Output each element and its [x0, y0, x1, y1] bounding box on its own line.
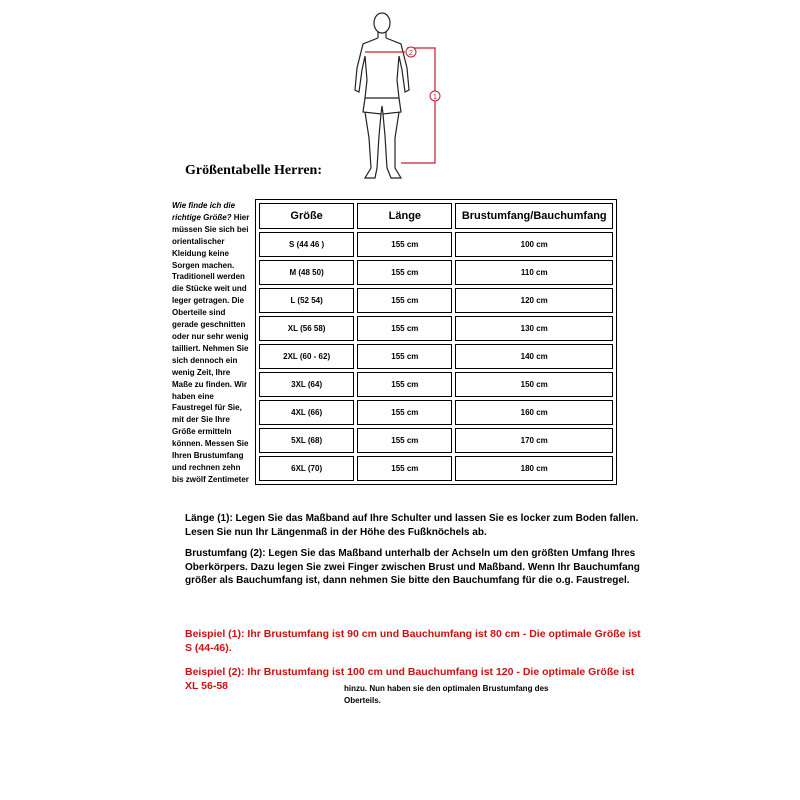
example-2: Beispiel (2): Ihr Brustumfang ist 100 cm und Bauchumfang ist 120 - Die optimale Größe ist XL 56-58	[185, 666, 635, 692]
cell-length: 155 cm	[357, 232, 452, 257]
cell-length: 155 cm	[357, 344, 452, 369]
table-row	[259, 344, 613, 369]
sidebar-body: Hier müssen Sie sich bei orientalischer Kleidung keine Sorgen machen. Traditionell werden die Stücke weit und leger getragen. Die Oberteile sind gerade geschnitten oder nur sehr wenig tailliert. Nehmen Sie sich dennoch ein wenig Zeit, Ihre Maße zu finden. Wir haben eine Faustregel für Sie, mit der Sie Ihre Größe ermitteln können. Messen Sie Ihren Brustumfang und rechnen zehn bis zwölf Zentimeter	[172, 212, 250, 484]
cell-size: 2XL (60 - 62)	[259, 344, 354, 369]
table-row	[259, 428, 613, 453]
laenge-paragraph: Länge (1): Legen Sie das Maßband auf Ihre Schulter und lassen Sie es locker zum Boden fallen. Lesen Sie nun Ihr Längenmaß in der Höhe des Fußknöchels ab.	[185, 513, 639, 538]
cell-size: 6XL (70)	[259, 456, 354, 481]
cell-size: M (48 50)	[259, 260, 354, 285]
cell-size: XL (56 58)	[259, 316, 354, 341]
cell-length: 155 cm	[357, 288, 452, 313]
cell-chest: 140 cm	[455, 344, 613, 369]
size-table	[255, 199, 617, 485]
cell-chest: 160 cm	[455, 400, 613, 425]
cell-length: 155 cm	[357, 400, 452, 425]
table-row	[259, 372, 613, 397]
page-title: Größentabelle Herren:	[185, 163, 322, 178]
brustumfang-paragraph: Brustumfang (2): Legen Sie das Maßband unterhalb der Achseln um den größten Umfang Ihres Oberkörpers. Dazu legen Sie zwei Finger zwischen Brust und Maßband. Wenn Ihr Bauchumfang größer als Bauchumfang ist, dann nehmen Sie bitte den Bauchumfang für die o.g. Faustregel.	[185, 548, 640, 586]
table-header-row	[259, 203, 613, 229]
cell-length: 155 cm	[357, 428, 452, 453]
cell-chest: 100 cm	[455, 232, 613, 257]
example-1: Beispiel (1): Ihr Brustumfang ist 90 cm und Bauchumfang ist 80 cm - Die optimale Größe ist S (44-46).	[185, 628, 641, 654]
marker-1-label: 1	[433, 94, 437, 101]
header-laenge: Länge	[357, 203, 452, 229]
table-row	[259, 232, 613, 257]
cell-chest: 170 cm	[455, 428, 613, 453]
header-brustumfang: Brustumfang/Bauchumfang	[455, 203, 613, 229]
cell-length: 155 cm	[357, 372, 452, 397]
cell-chest: 180 cm	[455, 456, 613, 481]
table-row	[259, 316, 613, 341]
cell-size: 4XL (66)	[259, 400, 354, 425]
table-row	[259, 288, 613, 313]
cell-chest: 130 cm	[455, 316, 613, 341]
marker-2-label: 2	[409, 50, 413, 57]
cell-length: 155 cm	[357, 260, 452, 285]
sidebar-question: Wie finde ich die richtige Größe?	[172, 201, 236, 222]
cell-size: 3XL (64)	[259, 372, 354, 397]
cell-size: 5XL (68)	[259, 428, 354, 453]
cell-chest: 120 cm	[455, 288, 613, 313]
table-row	[259, 260, 613, 285]
cell-size: L (52 54)	[259, 288, 354, 313]
header-groesse: Größe	[259, 203, 354, 229]
sidebar-tail: hinzu. Nun haben sie den optimalen Brustumfang des Oberteils.	[344, 684, 549, 705]
sizing-guide-sidebar	[172, 200, 252, 486]
table-row	[259, 456, 613, 481]
cell-chest: 110 cm	[455, 260, 613, 285]
cell-size: S (44 46 )	[259, 232, 354, 257]
table-row	[259, 400, 613, 425]
cell-length: 155 cm	[357, 456, 452, 481]
cell-length: 155 cm	[357, 316, 452, 341]
body-measurement-figure	[335, 8, 455, 188]
cell-chest: 150 cm	[455, 372, 613, 397]
